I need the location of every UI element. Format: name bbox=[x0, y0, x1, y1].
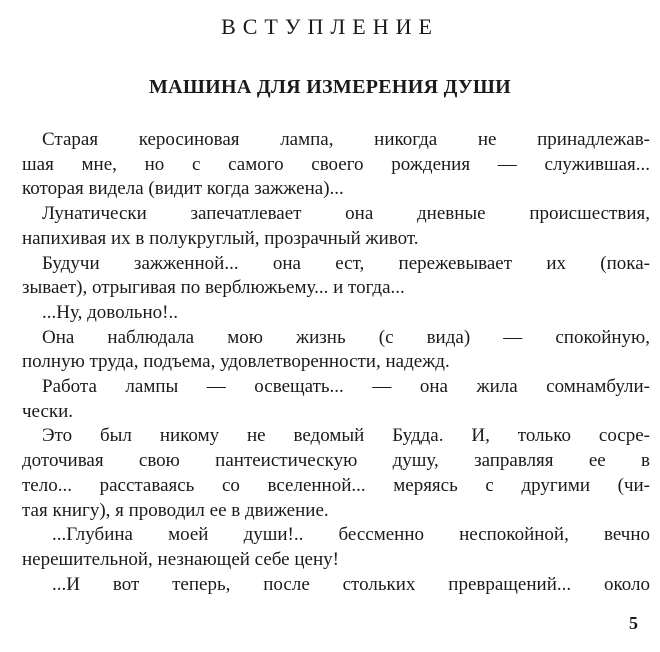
text-line: тело... расставаясь со вселенной... меряясь с другими (чи- bbox=[22, 474, 650, 496]
text-line: Это был никому не ведомый Будда. И, только сосре- bbox=[42, 425, 650, 447]
text-line: чески. bbox=[22, 400, 74, 422]
text-line: Она наблюдала мою жизнь (с вида) — спокойную, bbox=[42, 326, 650, 348]
text-line: доточивая свою пантеистическую душу, заправляя ее в bbox=[22, 450, 650, 472]
text-line: Лунатически запечатлевает она дневные происшествия, bbox=[42, 203, 650, 225]
section-header: ВСТУПЛЕНИЕ bbox=[221, 14, 439, 39]
text-line: ...Глубина моей души!.. бессменно неспокойной, вечно bbox=[52, 524, 650, 546]
text-line: зывает), отрыгивая по верблюжьему... и тогда... bbox=[22, 277, 405, 299]
text-line: нерешительной, незнающей себе цену! bbox=[22, 548, 339, 570]
text-line: которая видела (видит когда зажжена)... bbox=[22, 178, 344, 200]
text-line: Старая керосиновая лампа, никогда не принадлежав- bbox=[42, 129, 650, 150]
body-text bbox=[22, 128, 650, 597]
text-line: напихивая их в полукруглый, прозрачный живот. bbox=[22, 227, 419, 249]
text-line: шая мне, но с самого своего рождения — служившая... bbox=[22, 153, 650, 175]
text-line: Будучи зажженной... она ест, пережевывает их (пока- bbox=[42, 252, 650, 274]
text-line: полную труда, подъема, удовлетворенности, надежд. bbox=[22, 351, 450, 373]
text-line: тая книгу), я проводил ее в движение. bbox=[22, 499, 329, 521]
chapter-title: МАШИНА ДЛЯ ИЗМЕРЕНИЯ ДУШИ bbox=[148, 76, 512, 98]
text-line: ...И вот теперь, после стольких превращений... около bbox=[52, 573, 650, 595]
text-line: Работа лампы — освещать... — она жила сомнамбули- bbox=[42, 376, 650, 398]
text-line: ...Ну, довольно!.. bbox=[42, 301, 178, 323]
page-number: 5 bbox=[629, 613, 638, 633]
